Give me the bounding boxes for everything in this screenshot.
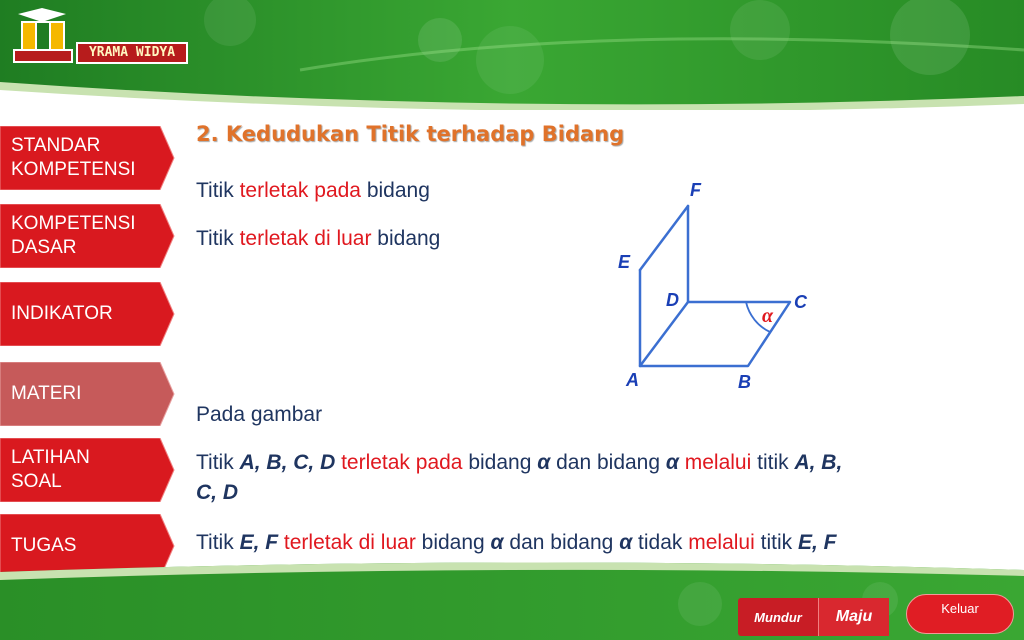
explanation-paragraph-1 <box>196 448 1008 508</box>
sidebar-item-standar-kompetensi[interactable] <box>0 126 176 190</box>
explanation-paragraph-2 <box>196 528 1008 558</box>
text-segment: titik <box>751 451 795 474</box>
book-logo-icon <box>12 6 76 66</box>
point-names: E, F <box>239 531 279 554</box>
logo-text: YRAMA WIDYA <box>76 42 188 64</box>
point-label-d: D <box>666 290 679 310</box>
sidebar-item-label: LATIHAN SOAL <box>11 447 90 492</box>
text-segment: bidang <box>360 179 430 202</box>
text-segment: bidang <box>415 531 491 554</box>
figure-caption: Pada gambar <box>196 403 323 426</box>
point-names: A, B, C, D <box>239 451 336 474</box>
point-names: E, F <box>797 531 837 554</box>
text-segment: bidang <box>462 451 538 474</box>
point-label-e: E <box>618 252 631 272</box>
sidebar-item-materi[interactable] <box>0 362 176 426</box>
point-label-b: B <box>738 372 751 392</box>
alpha-label: α <box>762 305 774 327</box>
sidebar-item-label: INDIKATOR <box>11 303 113 324</box>
exit-button[interactable]: Keluar <box>906 594 1014 634</box>
sidebar-item-indikator[interactable] <box>0 282 176 346</box>
point-label-f: F <box>690 180 701 200</box>
text-segment: dan bidang <box>503 531 620 554</box>
text-segment: titik <box>754 531 798 554</box>
text-segment: Titik <box>196 531 240 554</box>
text-segment: Titik <box>196 179 240 202</box>
text-segment: Titik <box>196 227 240 250</box>
sidebar-item-label: TUGAS <box>11 535 77 556</box>
page-title: 2. Kedudukan Titik terhadap Bidang <box>196 122 625 146</box>
highlight-text: terletak pada <box>239 179 361 202</box>
alpha-symbol: α <box>490 531 504 554</box>
sidebar-item-label: MATERI <box>11 383 82 404</box>
sidebar-item-label: KOMPETENSI DASAR <box>11 213 136 258</box>
text-segment: tidak <box>632 531 689 554</box>
sidebar-item-kompetensi-dasar[interactable] <box>0 204 176 268</box>
highlight-text: melalui <box>678 451 752 474</box>
sidebar-item-latihan-soal[interactable] <box>0 438 176 502</box>
text-segment: dan bidang <box>550 451 666 474</box>
highlight-text: melalui <box>688 531 755 554</box>
statement-on-plane <box>196 176 430 206</box>
highlight-text: terletak di luar <box>278 531 416 554</box>
point-names: C, D <box>196 481 238 504</box>
point-label-a: A <box>626 370 639 390</box>
point-names: A, B, <box>794 451 843 474</box>
highlight-text: terletak pada <box>335 451 463 474</box>
point-label-c: C <box>794 292 807 312</box>
highlight-text: terletak di luar <box>239 227 372 250</box>
sidebar-item-label: STANDAR KOMPETENSI <box>11 135 136 180</box>
text-segment: Titik <box>196 451 240 474</box>
logo <box>12 6 187 68</box>
edge-top <box>640 206 688 270</box>
header-banner <box>0 0 1024 110</box>
plane-diagram <box>600 170 830 400</box>
text-segment: bidang <box>371 227 441 250</box>
alpha-symbol: α <box>537 451 551 474</box>
next-button[interactable]: Maju <box>818 598 889 636</box>
alpha-symbol: α <box>665 451 679 474</box>
statement-off-plane <box>196 224 440 254</box>
alpha-symbol: α <box>619 531 633 554</box>
back-button[interactable]: Mundur <box>738 598 818 636</box>
